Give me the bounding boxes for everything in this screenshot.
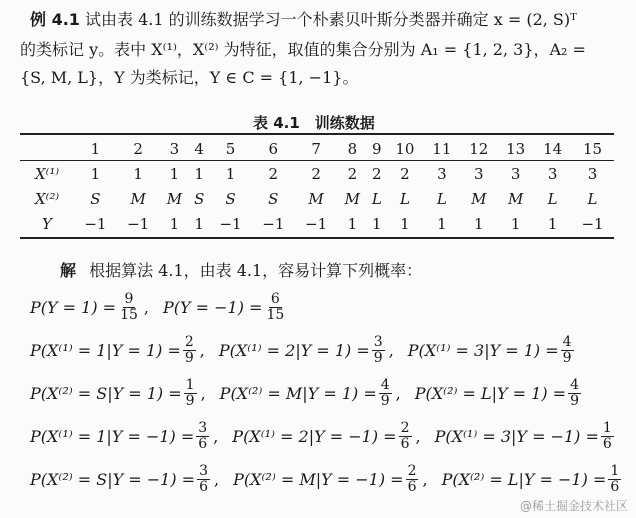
comma-separator: ,: [143, 298, 149, 317]
prob-fraction: [561, 335, 574, 366]
table-cell: 3: [437, 164, 447, 183]
table-header-row: [20, 136, 614, 161]
table-cell: L: [436, 189, 447, 208]
table-row: [20, 186, 614, 211]
table-cell: S: [194, 189, 205, 208]
table-cell: 1: [372, 214, 382, 233]
comma-separator: ,: [388, 341, 394, 360]
col-header: 13: [506, 139, 526, 158]
prob-fraction: [379, 378, 392, 409]
fraction-denominator: 9: [570, 393, 580, 409]
fraction-denominator: 15: [266, 307, 285, 323]
solution-intro-line: [60, 257, 422, 285]
col-header: 12: [469, 139, 489, 158]
fraction-denominator: 9: [185, 393, 195, 409]
solution-intro: 根据算法 4.1，由表 4.1，容易计算下列概率：: [89, 261, 423, 280]
prob-line-x1-yneg: [30, 421, 616, 452]
comma-separator: ,: [415, 427, 421, 446]
col-header: 14: [543, 139, 563, 158]
training-data-table: [20, 136, 614, 236]
prob-line-x1-y1: [30, 335, 576, 366]
table-cell: 1: [194, 164, 204, 183]
fraction-numerator: 9: [124, 291, 134, 307]
intro-line-1: [30, 6, 577, 34]
table-top-rule: [20, 133, 614, 135]
fraction-denominator: 9: [562, 350, 572, 366]
table-cell: M: [166, 189, 183, 208]
prob-lhs: P(Y = −1) =: [162, 298, 263, 317]
prob-fraction: [183, 335, 196, 366]
intro-text-1: 试由表 4.1 的训练数据学习一个朴素贝叶斯分类器并确定 x = (2, S)ᵀ: [85, 10, 577, 29]
table-cell: 1: [169, 164, 180, 183]
table-cell: L: [547, 189, 558, 208]
col-header: 2: [133, 139, 143, 158]
table-cell: −1: [581, 214, 604, 233]
row-label: Y: [42, 214, 52, 233]
table-cell: L: [371, 189, 382, 208]
table-cell: 2: [400, 164, 410, 183]
table-cell: 1: [225, 164, 236, 183]
prob-fraction: [197, 464, 210, 495]
table-cell: 2: [347, 164, 358, 183]
prob-fraction: [264, 292, 286, 323]
row-label: X⁽¹⁾: [34, 164, 60, 183]
col-header: 5: [225, 139, 236, 158]
table-cell: 1: [133, 164, 143, 183]
fraction-denominator: 6: [610, 479, 620, 495]
fraction-denominator: 6: [199, 479, 208, 495]
fraction-numerator: 2: [407, 463, 417, 479]
table-cell: 1: [510, 214, 521, 233]
solution-label: 解: [60, 261, 77, 280]
prob-lhs: P(X⁽²⁾ = L|Y = 1) =: [414, 384, 567, 403]
prob-fraction: [406, 464, 419, 495]
table-cell: 1: [474, 214, 484, 233]
table-bottom-rule: [20, 237, 614, 239]
table-cell: 1: [90, 164, 101, 183]
prob-fraction: [399, 421, 412, 452]
table-cell: L: [399, 189, 410, 208]
fraction-numerator: 1: [602, 420, 612, 436]
table-cell: 2: [372, 164, 382, 183]
prob-lhs: P(X⁽¹⁾ = 3|Y = −1) =: [434, 427, 599, 446]
table-row: [20, 211, 614, 236]
fraction-denominator: 15: [120, 307, 138, 323]
comma-separator: ,: [199, 341, 205, 360]
comma-separator: ,: [395, 384, 401, 403]
prob-line-x2-yneg: [30, 464, 623, 495]
table-cell: S: [225, 189, 236, 208]
fraction-denominator: 6: [400, 436, 410, 452]
table-cell: M: [308, 189, 324, 208]
prob-fraction: [601, 421, 614, 452]
table-cell: M: [344, 189, 361, 208]
col-header: 8: [347, 139, 358, 158]
fraction-numerator: 2: [400, 420, 410, 436]
table-cell: S: [90, 189, 101, 208]
prob-lhs: P(X⁽¹⁾ = 3|Y = 1) =: [407, 341, 559, 360]
table-cell: −1: [262, 214, 285, 233]
col-header: 10: [395, 139, 415, 158]
fraction-numerator: 2: [184, 334, 194, 350]
comma-separator: ,: [213, 427, 219, 446]
fraction-numerator: 4: [562, 334, 572, 350]
prob-lhs: P(X⁽²⁾ = S|Y = −1) =: [30, 470, 196, 489]
col-header: 7: [311, 139, 321, 158]
prob-fraction: [196, 421, 209, 452]
prob-lhs: P(X⁽¹⁾ = 2|Y = 1) =: [218, 341, 370, 360]
col-header: 9: [372, 139, 382, 158]
table-cell: −1: [305, 214, 328, 233]
table-corner: [20, 136, 74, 161]
prob-lhs: P(Y = 1) =: [30, 298, 117, 317]
fraction-numerator: 1: [185, 377, 195, 393]
fraction-numerator: 6: [270, 291, 280, 307]
table-row: [20, 161, 614, 186]
table-cell: 3: [510, 164, 521, 183]
fraction-numerator: 4: [570, 377, 580, 393]
col-header: 6: [268, 139, 279, 158]
intro-line-2: 的类标记 y。表中 X⁽¹⁾，X⁽²⁾ 为特征，取值的集合分别为 A₁ = {1, 2, 3}，A₂ =: [20, 40, 586, 59]
table-cell: 1: [169, 214, 180, 233]
table-cell: S: [268, 189, 279, 208]
comma-separator: ,: [422, 470, 428, 489]
table-cell: 1: [400, 214, 410, 233]
prob-lhs: P(X⁽¹⁾ = 2|Y = −1) =: [232, 427, 397, 446]
watermark: @稀土掘金技术社区: [519, 499, 628, 513]
prob-fraction: [372, 335, 385, 366]
prob-lhs: P(X⁽²⁾ = M|Y = −1) =: [233, 470, 404, 489]
prob-lhs: P(X⁽¹⁾ = 1|Y = 1) =: [30, 341, 181, 360]
table-cell: 3: [547, 164, 558, 183]
prob-lhs: P(X⁽²⁾ = L|Y = −1) =: [441, 470, 607, 489]
prob-lhs: P(X⁽²⁾ = M|Y = 1) =: [219, 384, 377, 403]
prob-line-prior: [30, 292, 288, 323]
fraction-numerator: 4: [380, 377, 390, 393]
comma-separator: ,: [200, 384, 206, 403]
fraction-denominator: 9: [380, 393, 390, 409]
col-header: 11: [432, 139, 452, 158]
row-label: X⁽²⁾: [34, 189, 60, 208]
table-cell: −1: [84, 214, 107, 233]
table-cell: 3: [587, 164, 598, 183]
table-cell: 2: [311, 164, 321, 183]
table-cell: 1: [347, 214, 358, 233]
table-cell: −1: [219, 214, 242, 233]
prob-lhs: P(X⁽¹⁾ = 1|Y = −1) =: [30, 427, 195, 446]
col-header: 15: [582, 139, 603, 158]
prob-fraction: [184, 378, 197, 409]
fraction-denominator: 6: [602, 436, 612, 452]
fraction-numerator: 3: [373, 334, 383, 350]
col-header: 1: [90, 139, 101, 158]
prob-fraction: [118, 292, 140, 323]
fraction-denominator: 6: [198, 436, 208, 452]
prob-fraction: [608, 464, 621, 495]
table-cell: 1: [437, 214, 447, 233]
table-cell: 2: [268, 164, 279, 183]
fraction-numerator: 3: [199, 463, 208, 479]
prob-lhs: P(X⁽²⁾ = S|Y = 1) =: [30, 384, 182, 403]
table-cell: L: [587, 189, 598, 208]
table-cell: M: [471, 189, 487, 208]
prob-fraction: [568, 378, 581, 409]
table-cell: 3: [474, 164, 484, 183]
table-cell: 1: [547, 214, 558, 233]
fraction-denominator: 6: [407, 479, 417, 495]
col-header: 4: [194, 139, 204, 158]
table-cell: 1: [194, 214, 204, 233]
table-caption: 表 4.1 训练数据: [253, 114, 375, 132]
fraction-denominator: 9: [373, 350, 383, 366]
table-cell: M: [130, 189, 146, 208]
table-cell: −1: [127, 214, 150, 233]
intro-line-3: {S, M, L}，Y 为类标记，Y ∈ C = {1, −1}。: [20, 68, 359, 87]
table-cell: M: [508, 189, 524, 208]
fraction-denominator: 9: [184, 350, 194, 366]
fraction-numerator: 3: [198, 420, 208, 436]
col-header: 3: [169, 139, 180, 158]
example-label: 例 4.1: [30, 10, 80, 29]
comma-separator: ,: [213, 470, 220, 489]
prob-line-x2-y1: [30, 378, 583, 409]
fraction-numerator: 1: [610, 463, 620, 479]
